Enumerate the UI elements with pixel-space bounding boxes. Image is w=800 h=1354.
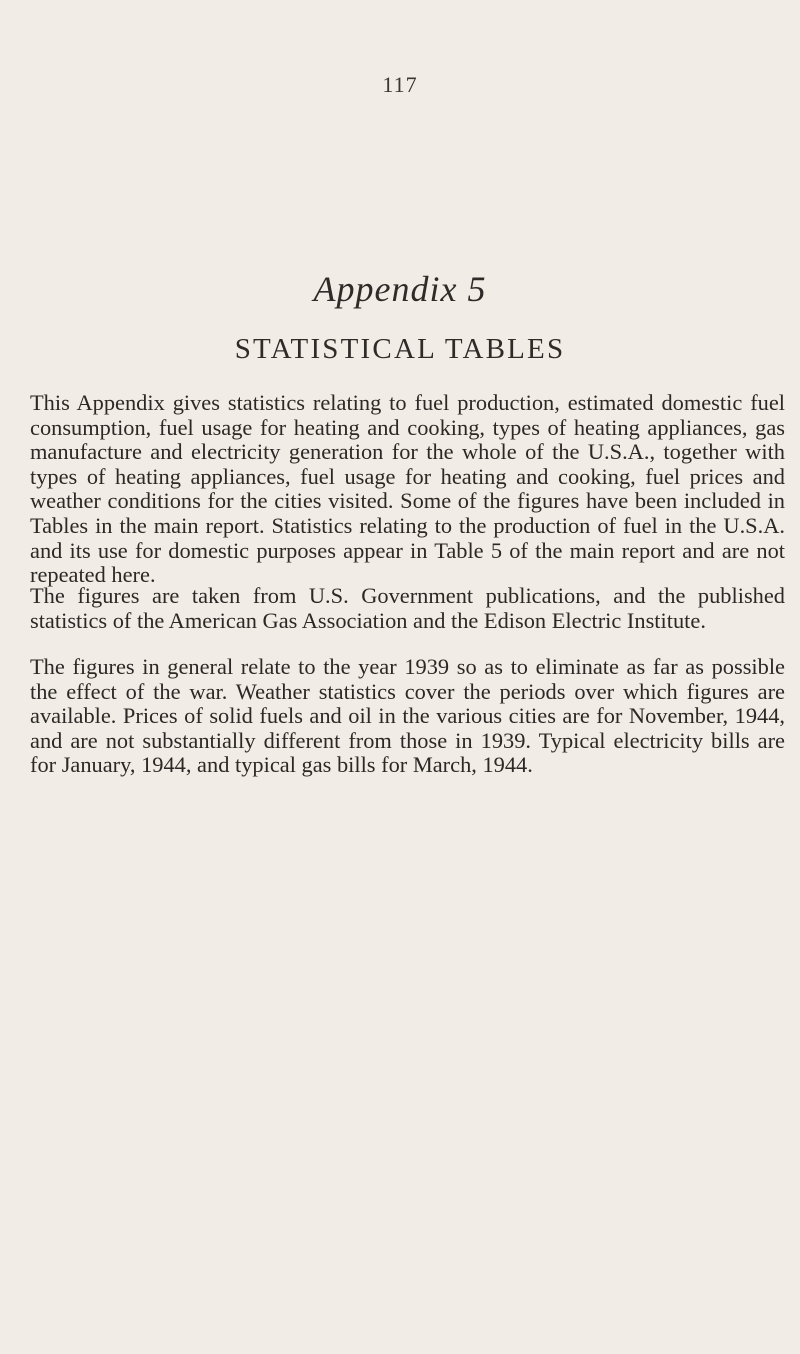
page-number: 117 (382, 72, 418, 97)
page-title: STATISTICAL TABLES (234, 333, 566, 365)
appendix-heading: Appendix 5 (313, 269, 487, 309)
paragraph-intro: This Appendix gives statistics relating to fuel production, estimated domestic fuel consumption, fuel usage for heating and cooking, types of heating appliances, gas manufacture and electricity generation for the whole of the U.S.A., together with types of heating appliances, fuel usage for heating and cooking, fuel prices and weather conditions for the cities visited. Some of the figures have been included in Tables in the main report. Statistics relating to the production of fuel in the U.S.A. and its use for domestic purposes appear in Table 5 of the main report and are not repeated here. (30, 390, 785, 588)
paragraph-sources: The figures are taken from U.S. Government publications, and the published statistics of the American Gas Association and the Edison Electric Institute. (30, 583, 785, 633)
paragraph-periods: The figures in general relate to the year 1939 so as to eliminate as far as possible the effect of the war. Weather statistics cover the periods over which figures are available. Prices of solid fuels and oil in the various cities are for November, 1944, and are not substantially different from those in 1939. Typical electricity bills are for January, 1944, and typical gas bills for March, 1944. (30, 654, 785, 778)
